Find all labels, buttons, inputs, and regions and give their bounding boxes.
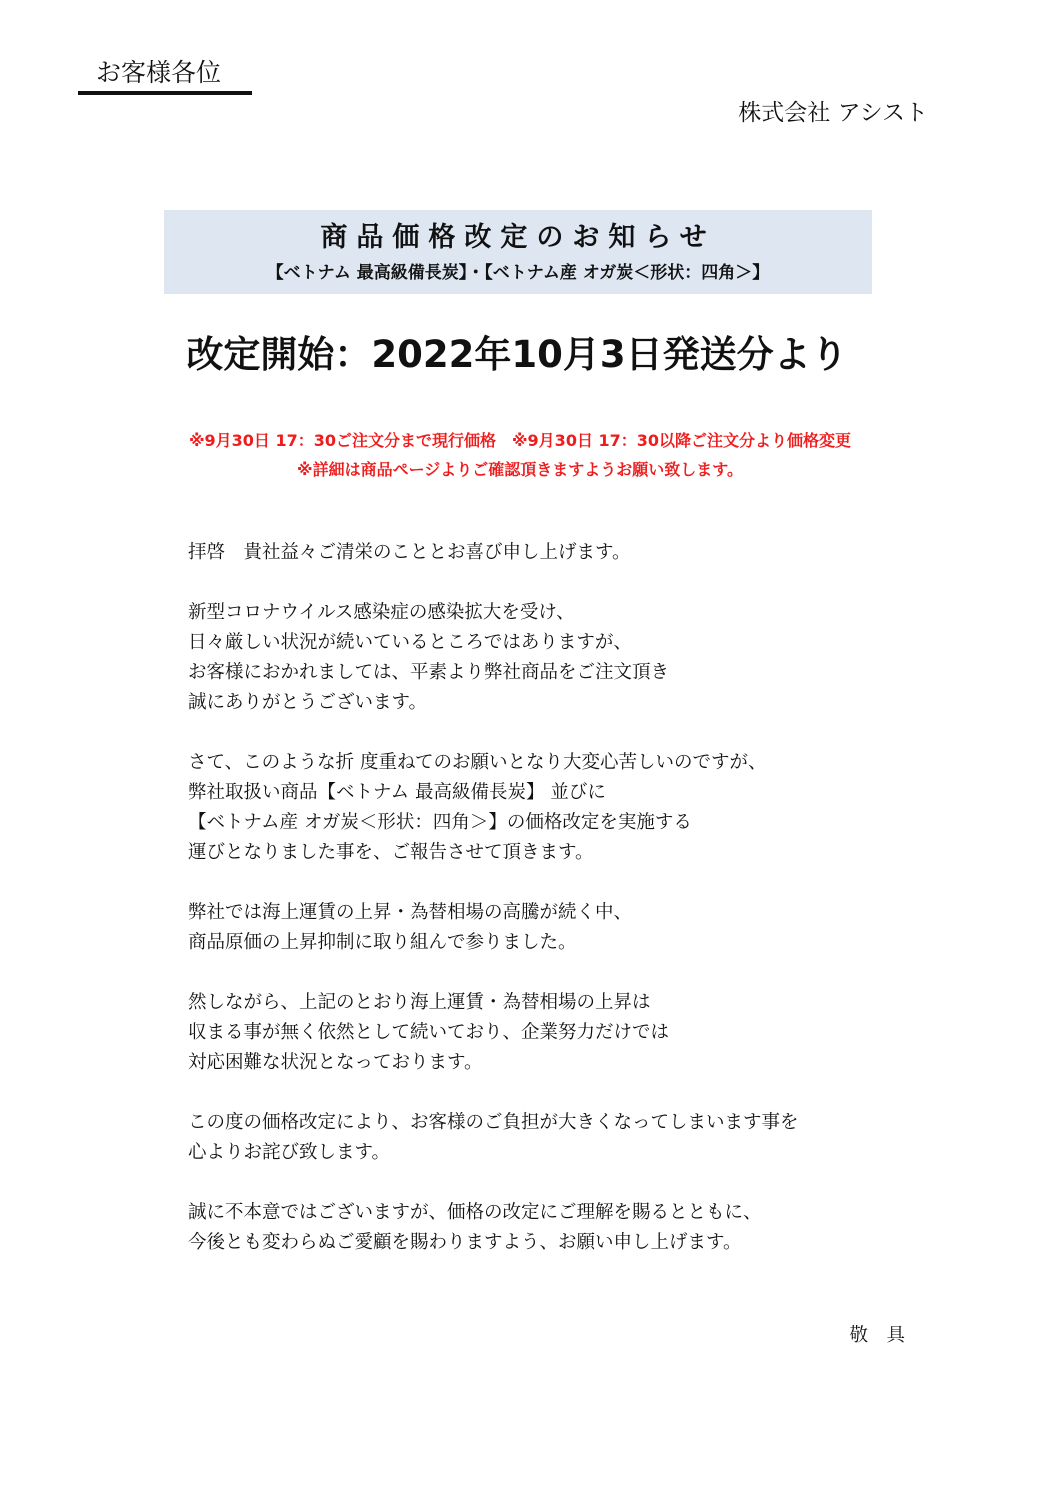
body-line: 拝啓 貴社益々ご清栄のこととお喜び申し上げます。 — [188, 542, 631, 563]
document-subtitle: 【ベトナム 最高級備長炭】・【ベトナム産 オガ炭＜形状：四角＞】 — [266, 263, 770, 283]
body-line: 【ベトナム産 オガ炭＜形状：四角＞】の価格改定を実施する — [188, 812, 692, 833]
body-line: 誠にありがとうございます。 — [188, 692, 428, 713]
paragraph — [188, 538, 948, 568]
body-line: 弊社では海上運賃の上昇・為替相場の高騰が続く中、 — [188, 902, 633, 923]
notice-line: ※9月30日 17：30ご注文分まで現行価格 ※9月30日 17：30以降ご注文分より価格変更 — [188, 431, 852, 450]
letter-body — [188, 538, 948, 1288]
body-line: 誠に不本意ではございますが、価格の改定にご理解を賜るとともに、 — [188, 1202, 762, 1223]
revision-start-headline: 改定開始：2022年10月3日発送分より — [186, 333, 848, 376]
document-title: 商品価格改定のお知らせ — [320, 222, 716, 253]
body-line: お客様におかれましては、平素より弊社商品をご注文頂き — [188, 662, 670, 683]
body-line: この度の価格改定により、お客様のご負担が大きくなってしまいます事を — [188, 1112, 799, 1133]
paragraph — [188, 748, 948, 868]
company-name: 株式会社 アシスト — [738, 100, 928, 126]
closing-salutation: 敬 具 — [849, 1325, 905, 1346]
body-line: さて、このような折 度重ねてのお願いとなり大変心苦しいのですが、 — [188, 752, 767, 773]
body-line: 対応困難な状況となっております。 — [188, 1052, 483, 1073]
paragraph — [188, 1108, 948, 1168]
paragraph — [188, 598, 948, 718]
body-line: 運びとなりました事を、ご報告させて頂きます。 — [188, 842, 594, 863]
title-box — [164, 210, 872, 294]
body-line: 収まる事が無く依然として続いており、企業努力だけでは — [188, 1022, 670, 1043]
body-line: 心よりお詫び致します。 — [188, 1142, 391, 1163]
body-line: 商品原価の上昇抑制に取り組んで参りました。 — [188, 932, 577, 953]
addressee: お客様各位 — [96, 58, 222, 87]
addressee-underline — [78, 91, 252, 95]
paragraph — [188, 988, 948, 1078]
addressee-block — [78, 55, 252, 101]
paragraph — [188, 898, 948, 958]
body-line: 日々厳しい状況が続いているところではありますが、 — [188, 632, 632, 653]
notice-line: ※詳細は商品ページよりご確認頂きますようお願い致します。 — [297, 460, 743, 479]
body-line: 然しながら、上記のとおり海上運賃・為替相場の上昇は — [188, 992, 651, 1013]
body-line: 弊社取扱い商品【ベトナム 最高級備長炭】 並びに — [188, 782, 606, 803]
body-line: 今後とも変わらぬご愛顧を賜わりますよう、お願い申し上げます。 — [188, 1232, 742, 1253]
body-line: 新型コロナウイルス感染症の感染拡大を受け、 — [188, 602, 575, 623]
paragraph — [188, 1198, 948, 1258]
